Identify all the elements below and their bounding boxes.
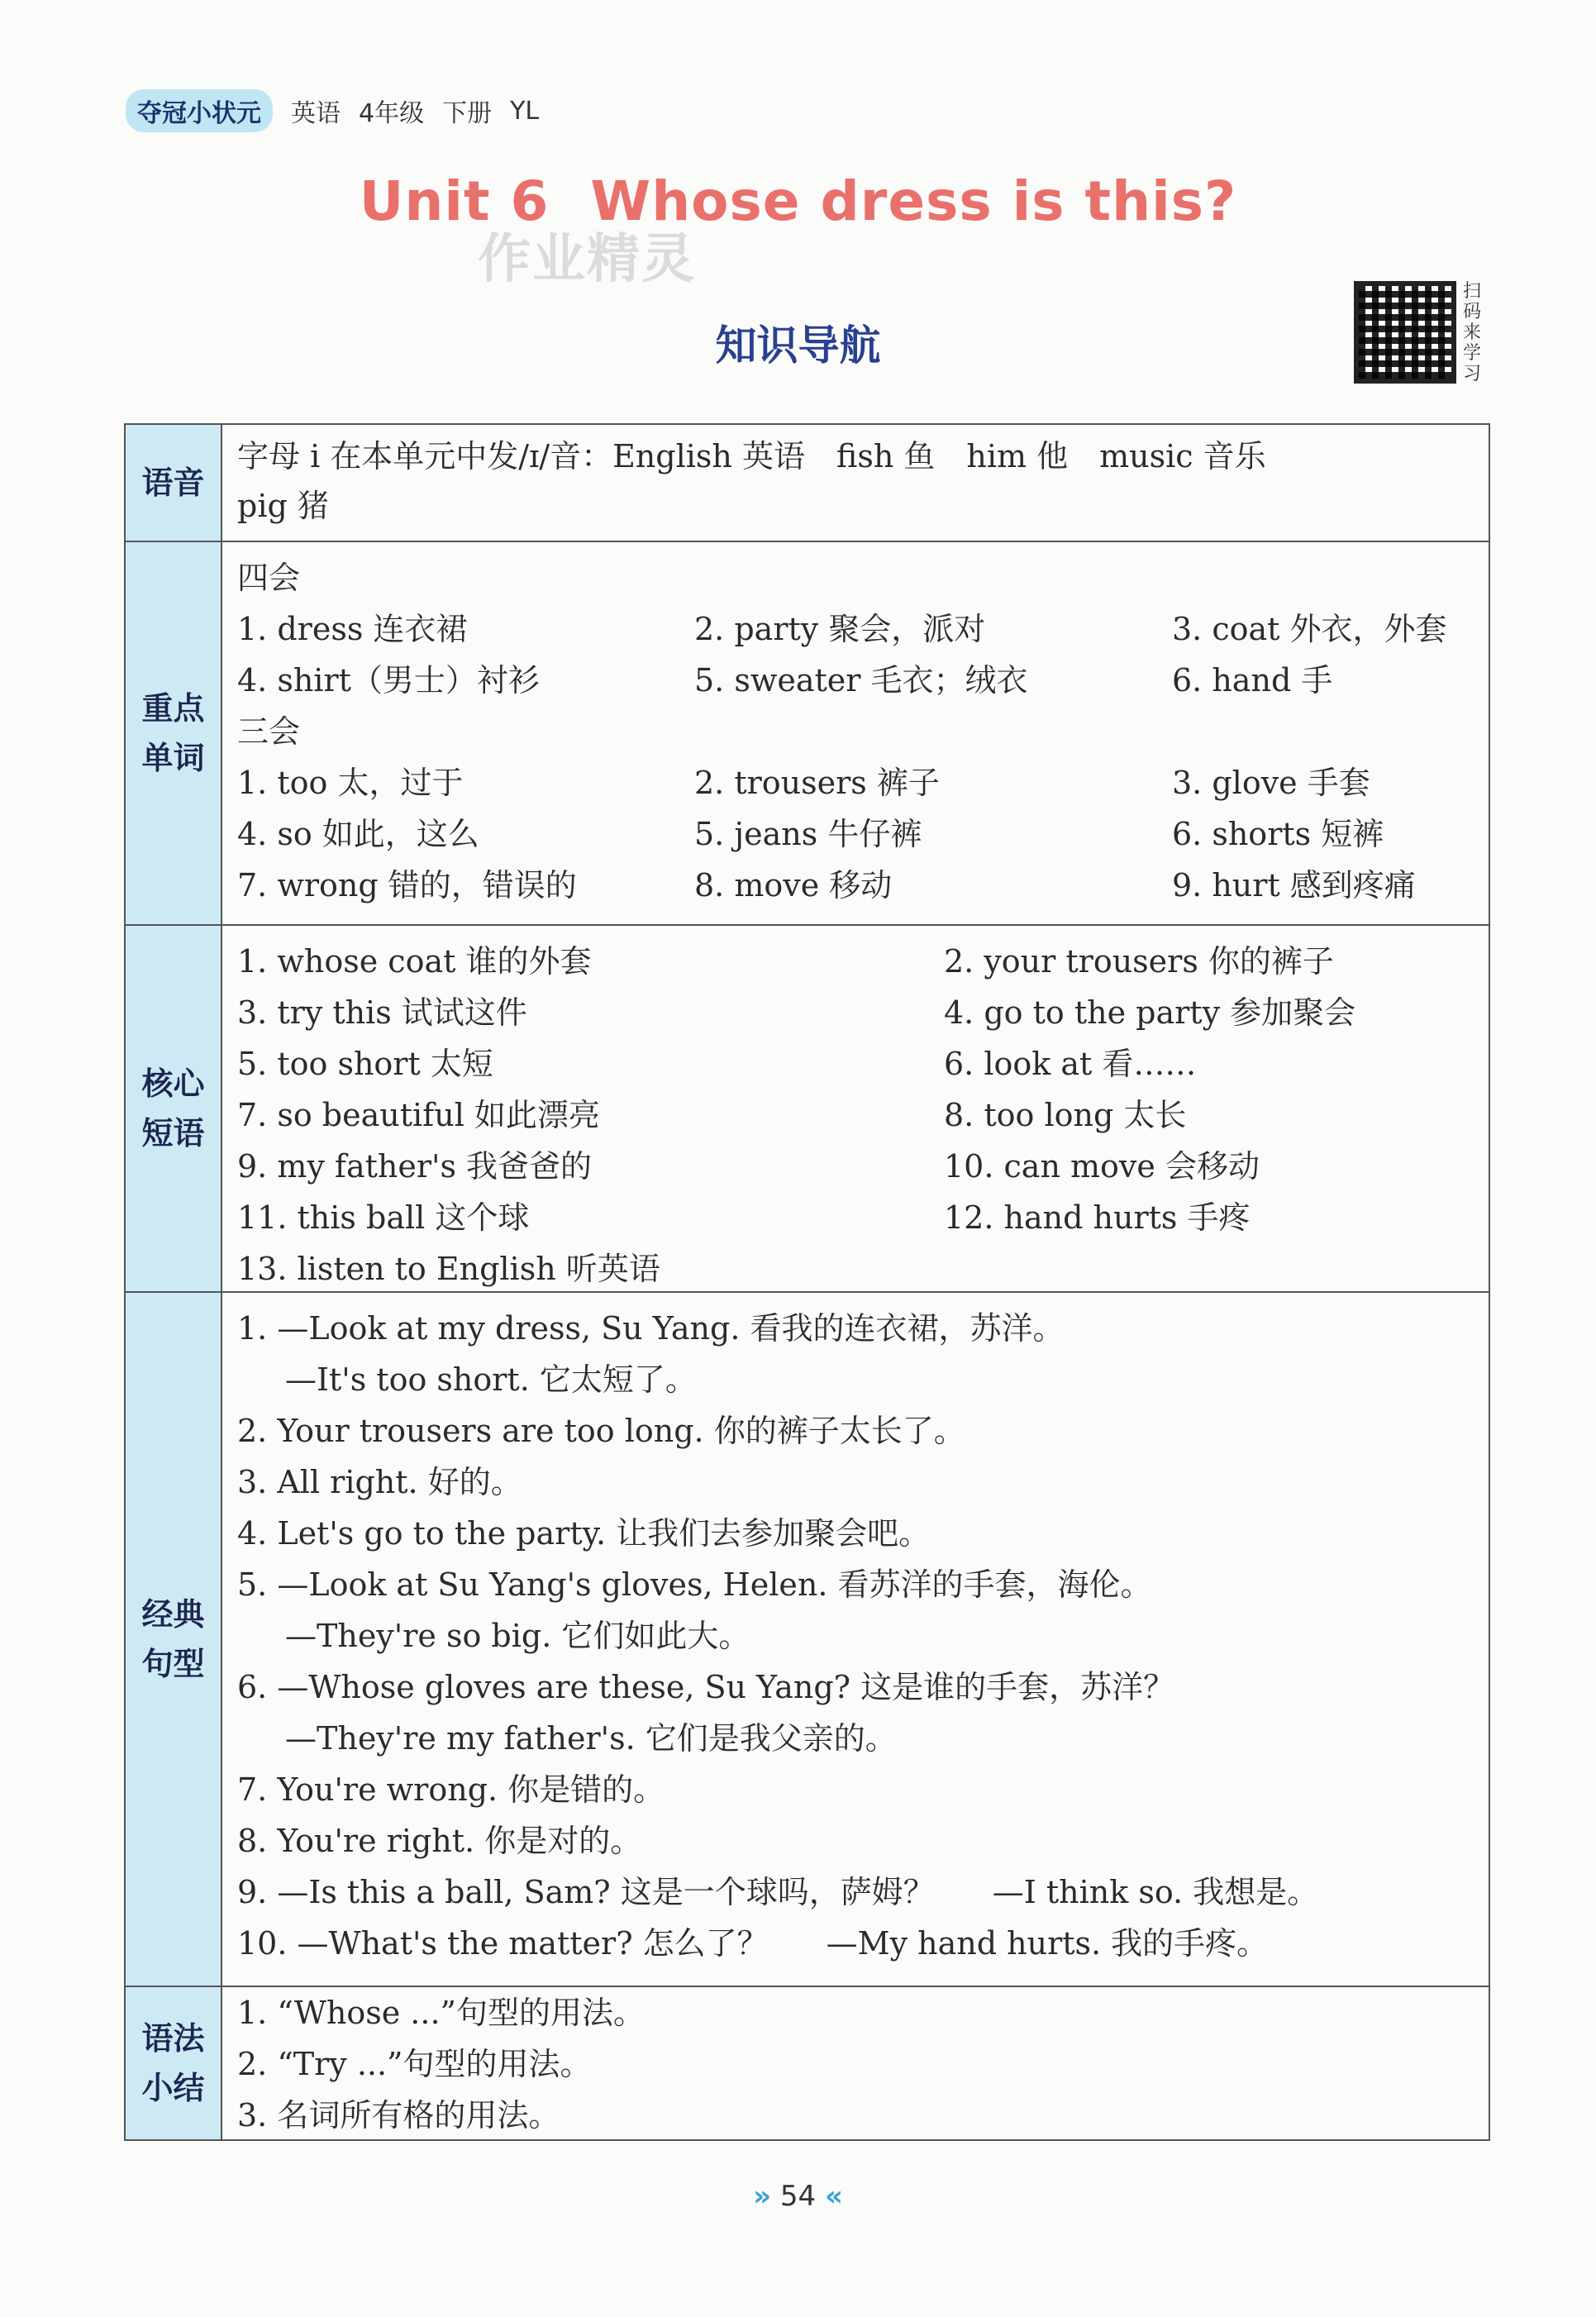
sentence-line: —It's too short. 它太短了。 <box>285 1361 697 1398</box>
unit-number: Unit 6 <box>359 169 550 233</box>
sentence-line <box>237 1866 1477 1918</box>
word-item: 7. wrong 错的，错误的 <box>237 867 577 903</box>
row-label: 经典句型 <box>126 1293 222 1986</box>
chevron-left-icon: « <box>824 2180 843 2213</box>
row-label: 核心短语 <box>126 926 222 1291</box>
page-footer <box>0 2180 1596 2213</box>
grammar-item: 3. 名词所有格的用法。 <box>237 2097 560 2133</box>
sentence-line: —They're so big. 它们如此大。 <box>285 1618 750 1654</box>
sentence-line: 3. All right. 好的。 <box>237 1464 522 1500</box>
word-item: 4. shirt（男士）衬衫 <box>237 662 540 698</box>
text-line: pig 猪 <box>237 488 329 524</box>
subheading: 三会 <box>237 713 301 750</box>
sentence-line: 6. —Whose gloves are these, Su Yang? 这是谁的手套，苏洋？ <box>237 1669 1175 1705</box>
phrase-item: 11. this ball 这个球 <box>237 1199 530 1236</box>
sentence-part: —I think so. 我想是。 <box>992 1874 1319 1910</box>
phrase-item: 13. listen to English 听英语 <box>237 1251 660 1287</box>
word-item: 1. too 太，过于 <box>237 765 464 801</box>
row-label: 重点单词 <box>126 542 222 924</box>
sentence-line: 2. Your trousers are too long. 你的裤子太长了。 <box>237 1413 965 1449</box>
word-item: 6. hand 手 <box>1172 662 1333 698</box>
word-item: 3. glove 手套 <box>1172 765 1370 801</box>
word-item: 1. dress 连衣裙 <box>237 611 468 647</box>
unit-title <box>0 169 1596 233</box>
qr-label: 扫码来学习 <box>1463 281 1482 384</box>
word-item: 5. sweater 毛衣；绒衣 <box>694 662 1028 698</box>
row-label: 语音 <box>126 425 222 541</box>
sentence-part: —My hand hurts. 我的手疼。 <box>826 1925 1269 1962</box>
sentence-line: 8. You're right. 你是对的。 <box>237 1823 642 1859</box>
section-title: 知识导航 <box>715 322 881 369</box>
qr-code-icon[interactable] <box>1354 281 1456 384</box>
header <box>126 89 539 132</box>
phrase-item: 12. hand hurts 手疼 <box>944 1199 1251 1236</box>
page-number: 54 <box>779 2180 817 2213</box>
volume: 下册 <box>442 99 493 128</box>
phrase-item: 6. look at 看…… <box>944 1046 1197 1082</box>
subject: 英语 <box>291 99 341 128</box>
watermark: 作业精灵 <box>478 229 696 290</box>
word-item: 5. jeans 牛仔裤 <box>694 816 922 852</box>
subheading: 四会 <box>237 560 301 596</box>
phrase-item: 7. so beautiful 如此漂亮 <box>237 1097 600 1133</box>
knowledge-table <box>124 423 1490 2141</box>
word-item: 3. coat 外衣，外套 <box>1172 611 1447 647</box>
edition: YL <box>510 96 540 126</box>
unit-name: Whose dress is this? <box>590 169 1237 233</box>
word-item: 2. party 聚会，派对 <box>694 611 986 647</box>
chevron-right-icon: » <box>753 2180 772 2213</box>
sentence-line: 1. —Look at my dress, Su Yang. 看我的连衣裙，苏洋。 <box>237 1310 1065 1347</box>
sentence-line: 7. You're wrong. 你是错的。 <box>237 1771 665 1808</box>
word-item: 6. shorts 短裤 <box>1172 816 1384 852</box>
phrase-item: 2. your trousers 你的裤子 <box>944 943 1334 980</box>
row-grammar <box>126 1987 1489 2139</box>
phrase-item: 5. too short 太短 <box>237 1046 493 1082</box>
sentence-line: 5. —Look at Su Yang's gloves, Helen. 看苏洋的手套，海伦。 <box>237 1566 1152 1603</box>
phrase-item: 1. whose coat 谁的外套 <box>237 943 592 980</box>
text-line: 字母 i 在本单元中发/ɪ/音：English 英语 fish 鱼 him 他 music 音乐 <box>237 438 1266 474</box>
word-item: 4. so 如此，这么 <box>237 816 479 852</box>
word-item: 8. move 移动 <box>694 867 893 903</box>
phrase-item: 9. my father's 我爸爸的 <box>237 1148 593 1185</box>
grade: 4年级 <box>359 99 425 128</box>
phrase-item: 4. go to the party 参加聚会 <box>944 994 1356 1031</box>
sentence-part: 9. —Is this a ball, Sam? 这是一个球吗，萨姆？ <box>237 1874 935 1910</box>
row-words <box>126 542 1489 926</box>
phrase-item: 10. can move 会移动 <box>944 1148 1260 1185</box>
sentence-part: 10. —What's the matter? 怎么了？ <box>237 1925 769 1962</box>
brand-badge: 夺冠小状元 <box>126 89 273 132</box>
sentence-line: 4. Let's go to the party. 让我们去参加聚会吧。 <box>237 1515 931 1552</box>
sentence-line <box>237 1918 1477 1969</box>
row-phrases <box>126 926 1489 1293</box>
grammar-item: 2. “Try ...”句型的用法。 <box>237 2046 592 2082</box>
phrase-item: 3. try this 试试这件 <box>237 994 527 1031</box>
row-sentences <box>126 1293 1489 1987</box>
grammar-item: 1. “Whose ...”句型的用法。 <box>237 1995 645 2031</box>
row-label: 语法小结 <box>126 1987 222 2139</box>
sentence-line: —They're my father's. 它们是我父亲的。 <box>285 1720 897 1757</box>
row-pronunciation <box>126 425 1489 542</box>
word-item: 2. trousers 裤子 <box>694 765 940 801</box>
phrase-item: 8. too long 太长 <box>944 1097 1187 1133</box>
word-item: 9. hurt 感到疼痛 <box>1172 867 1416 903</box>
